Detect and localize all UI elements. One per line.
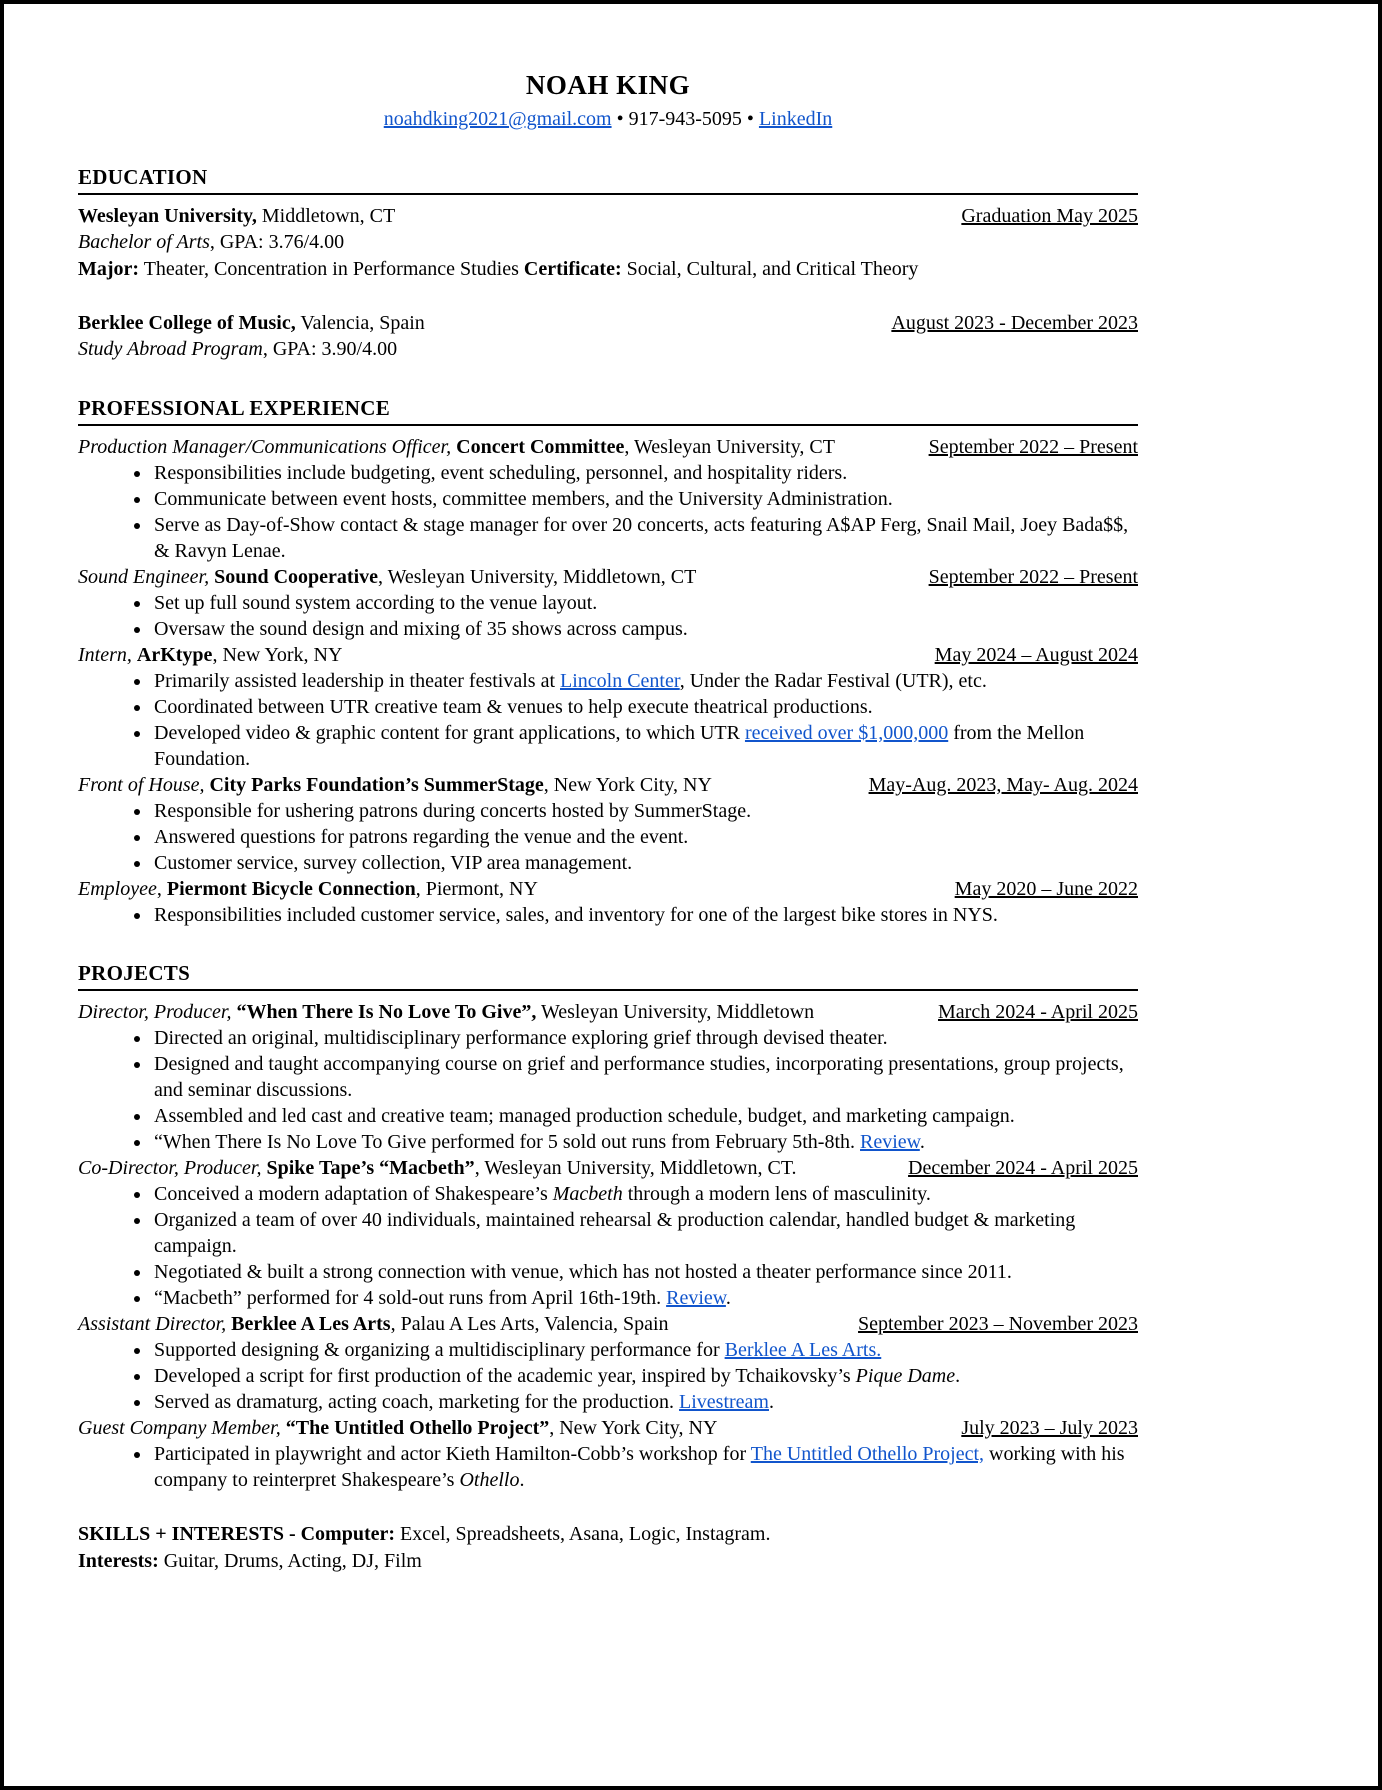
bullet-item bbox=[152, 668, 1138, 694]
bullet-item bbox=[152, 512, 1138, 564]
italic-text: Production Manager/Communications Officer, bbox=[78, 436, 457, 458]
contact-separator: • bbox=[616, 108, 624, 130]
bold-text: Major: bbox=[78, 258, 140, 280]
text-run: Organized a team of over 40 individuals, maintained rehearsal & production calendar, handled budget & marketing campaign. bbox=[154, 1209, 1076, 1257]
section-title-education: EDUCATION bbox=[78, 164, 1138, 195]
bold-text: Piermont Bicycle Connection bbox=[166, 878, 416, 900]
entry-title bbox=[78, 310, 425, 336]
text-run: Primarily assisted leadership in theater festivals at bbox=[154, 670, 560, 692]
bullet-item bbox=[152, 1207, 1138, 1259]
bold-text: City Parks Foundation’s SummerStage bbox=[209, 774, 544, 796]
entry-title bbox=[78, 1415, 717, 1441]
skills-section bbox=[78, 1521, 1138, 1575]
text-run: Valencia, Spain bbox=[295, 312, 425, 334]
detail-line bbox=[78, 229, 1138, 256]
section-experience bbox=[78, 395, 1138, 928]
text-run: Developed video & graphic content for grant applications, to which UTR bbox=[154, 722, 745, 744]
text-run: Customer service, survey collection, VIP area management. bbox=[154, 852, 633, 874]
bullet-item bbox=[152, 1363, 1138, 1389]
text-run: , GPA: 3.76/4.00 bbox=[209, 231, 345, 253]
bullet-item bbox=[152, 1259, 1138, 1285]
entry-header bbox=[78, 434, 1138, 460]
bold-text: Berklee A Les Arts bbox=[231, 1313, 391, 1335]
italic-text: Pique Dame bbox=[855, 1365, 956, 1387]
bullet-item bbox=[152, 902, 1138, 928]
text-run: , Wesleyan University, Middletown, CT bbox=[378, 566, 697, 588]
bold-text: SKILLS + INTERESTS - Computer: bbox=[78, 1523, 396, 1545]
text-run: , New York, NY bbox=[212, 644, 343, 666]
bold-text: Interests: bbox=[78, 1550, 159, 1572]
bold-text: Concert Committee bbox=[456, 436, 625, 458]
experience-entries bbox=[78, 434, 1138, 928]
text-run: Social, Cultural, and Critical Theory bbox=[621, 258, 919, 280]
resume-entry bbox=[78, 1155, 1138, 1311]
italic-text: Othello bbox=[459, 1469, 520, 1491]
resume-entry bbox=[78, 1415, 1138, 1493]
text-run: working with his company to reinterpret Shakespeare’s bbox=[154, 1443, 1125, 1491]
text-run: Excel, Spreadsheets, Asana, Logic, Instagram. bbox=[395, 1523, 771, 1545]
bullet-item bbox=[152, 694, 1138, 720]
italic-text: Bachelor of Arts bbox=[78, 231, 210, 253]
bullet-list bbox=[78, 798, 1138, 876]
detail-line bbox=[78, 256, 1138, 283]
entry-title bbox=[78, 642, 342, 668]
skills-line bbox=[78, 1521, 1138, 1548]
entry-header bbox=[78, 1311, 1138, 1337]
bullet-item bbox=[152, 1181, 1138, 1207]
bold-text: ArKtype bbox=[136, 644, 213, 666]
text-run: Theater, Concentration in Performance Studies bbox=[139, 258, 524, 280]
bullet-item bbox=[152, 824, 1138, 850]
bullet-list bbox=[78, 1337, 1138, 1415]
date-range: September 2023 – November 2023 bbox=[858, 1313, 1138, 1335]
email-link[interactable]: noahdking2021@gmail.com bbox=[383, 108, 612, 130]
text-run: Assembled and led cast and creative team; managed production schedule, budget, and marketing campaign. bbox=[154, 1105, 1015, 1127]
inline-link[interactable]: Review bbox=[666, 1287, 726, 1309]
text-run: Responsible for ushering patrons during concerts hosted by SummerStage. bbox=[154, 800, 752, 822]
bullet-list bbox=[78, 1441, 1138, 1493]
bold-text: Spike Tape’s “Macbeth” bbox=[266, 1157, 475, 1179]
resume-entry bbox=[78, 203, 1138, 283]
bullet-item bbox=[152, 616, 1138, 642]
bullet-list bbox=[78, 590, 1138, 642]
section-projects bbox=[78, 960, 1138, 1493]
text-run: , GPA: 3.90/4.00 bbox=[262, 338, 398, 360]
text-run: Coordinated between UTR creative team & venues to help execute theatrical productions. bbox=[154, 696, 873, 718]
detail-line bbox=[78, 336, 1138, 363]
resume-name: NOAH KING bbox=[525, 70, 691, 100]
text-run: Guitar, Drums, Acting, DJ, Film bbox=[158, 1550, 422, 1572]
contact-line bbox=[78, 106, 1138, 132]
bullet-item bbox=[152, 460, 1138, 486]
bullet-item bbox=[152, 720, 1138, 772]
text-run: Responsibilities included customer service, sales, and inventory for one of the largest bike stores in NYS. bbox=[154, 904, 998, 926]
italic-text: Intern, bbox=[78, 644, 137, 666]
italic-text: Co-Director, Producer, bbox=[78, 1157, 267, 1179]
date-range: Graduation May 2025 bbox=[961, 205, 1138, 227]
bold-text: “When There Is No Love To Give”, bbox=[236, 1001, 537, 1023]
inline-link[interactable]: Review bbox=[860, 1131, 920, 1153]
bold-text: “The Untitled Othello Project” bbox=[285, 1417, 550, 1439]
resume-entry bbox=[78, 999, 1138, 1155]
entry-header bbox=[78, 999, 1138, 1025]
text-run: , bbox=[156, 878, 167, 900]
date-range: July 2023 – July 2023 bbox=[961, 1417, 1138, 1439]
date-range: August 2023 - December 2023 bbox=[891, 312, 1138, 334]
text-run: from the Mellon Foundation. bbox=[154, 722, 1085, 770]
bullet-item bbox=[152, 1129, 1138, 1155]
entry-title bbox=[78, 564, 696, 590]
text-run: , Palau A Les Arts, Valencia, Spain bbox=[390, 1313, 669, 1335]
text-run: Conceived a modern adaptation of Shakespeare’s bbox=[154, 1183, 553, 1205]
text-run: . bbox=[768, 1391, 774, 1413]
entry-title bbox=[78, 434, 835, 460]
text-run: , Wesleyan University, CT bbox=[624, 436, 835, 458]
inline-link[interactable]: Lincoln Center bbox=[560, 670, 680, 692]
entry-title bbox=[78, 203, 395, 229]
bullet-item bbox=[152, 1051, 1138, 1103]
date-range: May-Aug. 2023, May- Aug. 2024 bbox=[868, 774, 1138, 796]
text-run: Middletown, CT bbox=[256, 205, 396, 227]
resume-entry bbox=[78, 564, 1138, 642]
bullet-item bbox=[152, 1025, 1138, 1051]
date-range: May 2020 – June 2022 bbox=[954, 878, 1138, 900]
bullet-item bbox=[152, 486, 1138, 512]
entry-header bbox=[78, 1155, 1138, 1181]
text-run: Oversaw the sound design and mixing of 35 shows across campus. bbox=[154, 618, 688, 640]
entry-header bbox=[78, 876, 1138, 902]
entry-title bbox=[78, 772, 712, 798]
date-range: December 2024 - April 2025 bbox=[908, 1157, 1138, 1179]
bullet-item bbox=[152, 1285, 1138, 1311]
section-title-projects: PROJECTS bbox=[78, 960, 1138, 991]
phone-number: 917-943-5095 bbox=[628, 108, 742, 130]
entry-title bbox=[78, 999, 814, 1025]
italic-text: Macbeth bbox=[552, 1183, 623, 1205]
bullet-item bbox=[152, 1337, 1138, 1363]
text-run: Served as dramaturg, acting coach, marketing for the production. bbox=[154, 1391, 680, 1413]
text-run: Responsibilities include budgeting, event scheduling, personnel, and hospitality riders. bbox=[154, 462, 848, 484]
text-run: , New York City, NY bbox=[543, 774, 712, 796]
text-run: “When There Is No Love To Give performed for 5 sold out runs from February 5th-8th. bbox=[154, 1131, 861, 1153]
text-run: . bbox=[519, 1469, 525, 1491]
text-run: “Macbeth” performed for 4 sold-out runs from April 16th-19th. bbox=[154, 1287, 667, 1309]
text-run: , Wesleyan University, Middletown, CT. bbox=[474, 1157, 797, 1179]
italic-text: Guest Company Member, bbox=[78, 1417, 286, 1439]
bullet-item bbox=[152, 850, 1138, 876]
resume-entry bbox=[78, 772, 1138, 876]
bullet-list bbox=[78, 1025, 1138, 1155]
bullet-list bbox=[78, 1181, 1138, 1311]
italic-text: Front of House, bbox=[78, 774, 210, 796]
entry-header bbox=[78, 772, 1138, 798]
resume-header bbox=[78, 68, 1138, 132]
text-run: Negotiated & built a strong connection with venue, which has not hosted a theater performance since 2011. bbox=[154, 1261, 1012, 1283]
bullet-list bbox=[78, 460, 1138, 564]
contact-separator: • bbox=[746, 108, 754, 130]
text-run: . bbox=[725, 1287, 731, 1309]
text-run: Communicate between event hosts, committee members, and the University Administration. bbox=[154, 488, 893, 510]
bullet-item bbox=[152, 1389, 1138, 1415]
text-run: Answered questions for patrons regarding the venue and the event. bbox=[154, 826, 689, 848]
resume-entry bbox=[78, 876, 1138, 928]
bold-text: Certificate: bbox=[523, 258, 622, 280]
inline-link[interactable]: The Untitled Othello Project, bbox=[750, 1443, 985, 1465]
entry-header bbox=[78, 203, 1138, 229]
italic-text: Study Abroad Program bbox=[78, 338, 263, 360]
text-run: Directed an original, multidisciplinary performance exploring grief through devised theater. bbox=[154, 1027, 888, 1049]
bullet-item bbox=[152, 798, 1138, 824]
entry-header bbox=[78, 310, 1138, 336]
text-run: Participated in playwright and actor Kieth Hamilton-Cobb’s workshop for bbox=[154, 1443, 751, 1465]
text-run: , Piermont, NY bbox=[415, 878, 538, 900]
text-run: . bbox=[955, 1365, 961, 1387]
entry-title bbox=[78, 1155, 797, 1181]
bold-text: Berklee College of Music, bbox=[78, 312, 296, 334]
text-run: , New York City, NY bbox=[549, 1417, 718, 1439]
education-entries bbox=[78, 203, 1138, 363]
text-run: through a modern lens of masculinity. bbox=[622, 1183, 931, 1205]
text-run: Developed a script for first production of the academic year, inspired by Tchaikovsky’s bbox=[154, 1365, 856, 1387]
projects-entries bbox=[78, 999, 1138, 1493]
date-range: March 2024 - April 2025 bbox=[938, 1001, 1138, 1023]
text-run: Designed and taught accompanying course on grief and performance studies, incorporating presentations, group projects, and seminar discussions. bbox=[154, 1053, 1124, 1101]
resume-entry bbox=[78, 1311, 1138, 1415]
text-run: Set up full sound system according to the venue layout. bbox=[154, 592, 598, 614]
text-run: Wesleyan University, Middletown bbox=[536, 1001, 815, 1023]
inline-link[interactable]: Berklee A Les Arts. bbox=[724, 1339, 882, 1361]
resume-entry bbox=[78, 642, 1138, 772]
date-range: September 2022 – Present bbox=[928, 566, 1138, 588]
bullet-list bbox=[78, 902, 1138, 928]
inline-link[interactable]: received over $1,000,000 bbox=[744, 722, 949, 744]
bold-text: Wesleyan University, bbox=[78, 205, 257, 227]
entry-header bbox=[78, 642, 1138, 668]
date-range: May 2024 – August 2024 bbox=[934, 644, 1138, 666]
italic-text: Assistant Director, bbox=[78, 1313, 232, 1335]
skills-line bbox=[78, 1548, 1138, 1575]
text-run: . bbox=[919, 1131, 925, 1153]
section-education bbox=[78, 164, 1138, 363]
resume-entry bbox=[78, 310, 1138, 363]
bullet-item bbox=[152, 1103, 1138, 1129]
section-title-experience: PROFESSIONAL EXPERIENCE bbox=[78, 395, 1138, 426]
italic-text: Sound Engineer, bbox=[78, 566, 215, 588]
resume-entry bbox=[78, 434, 1138, 564]
entry-header bbox=[78, 1415, 1138, 1441]
bold-text: Sound Cooperative bbox=[214, 566, 378, 588]
bullet-item bbox=[152, 1441, 1138, 1493]
entry-title bbox=[78, 876, 538, 902]
text-run: Supported designing & organizing a multidisciplinary performance for bbox=[154, 1339, 725, 1361]
inline-link[interactable]: Livestream bbox=[679, 1391, 769, 1413]
linkedin-link[interactable]: LinkedIn bbox=[758, 108, 833, 130]
bullet-list bbox=[78, 668, 1138, 772]
text-run: , Under the Radar Festival (UTR), etc. bbox=[679, 670, 987, 692]
italic-text: Director, Producer, bbox=[78, 1001, 237, 1023]
italic-text: Employee bbox=[78, 878, 157, 900]
entry-header bbox=[78, 564, 1138, 590]
date-range: September 2022 – Present bbox=[928, 436, 1138, 458]
text-run: Serve as Day-of-Show contact & stage manager for over 20 concerts, acts featuring A$AP Ferg, Snail Mail, Joey Bada$$, & Ravyn Lenae. bbox=[154, 514, 1129, 562]
bullet-item bbox=[152, 590, 1138, 616]
entry-title bbox=[78, 1311, 669, 1337]
